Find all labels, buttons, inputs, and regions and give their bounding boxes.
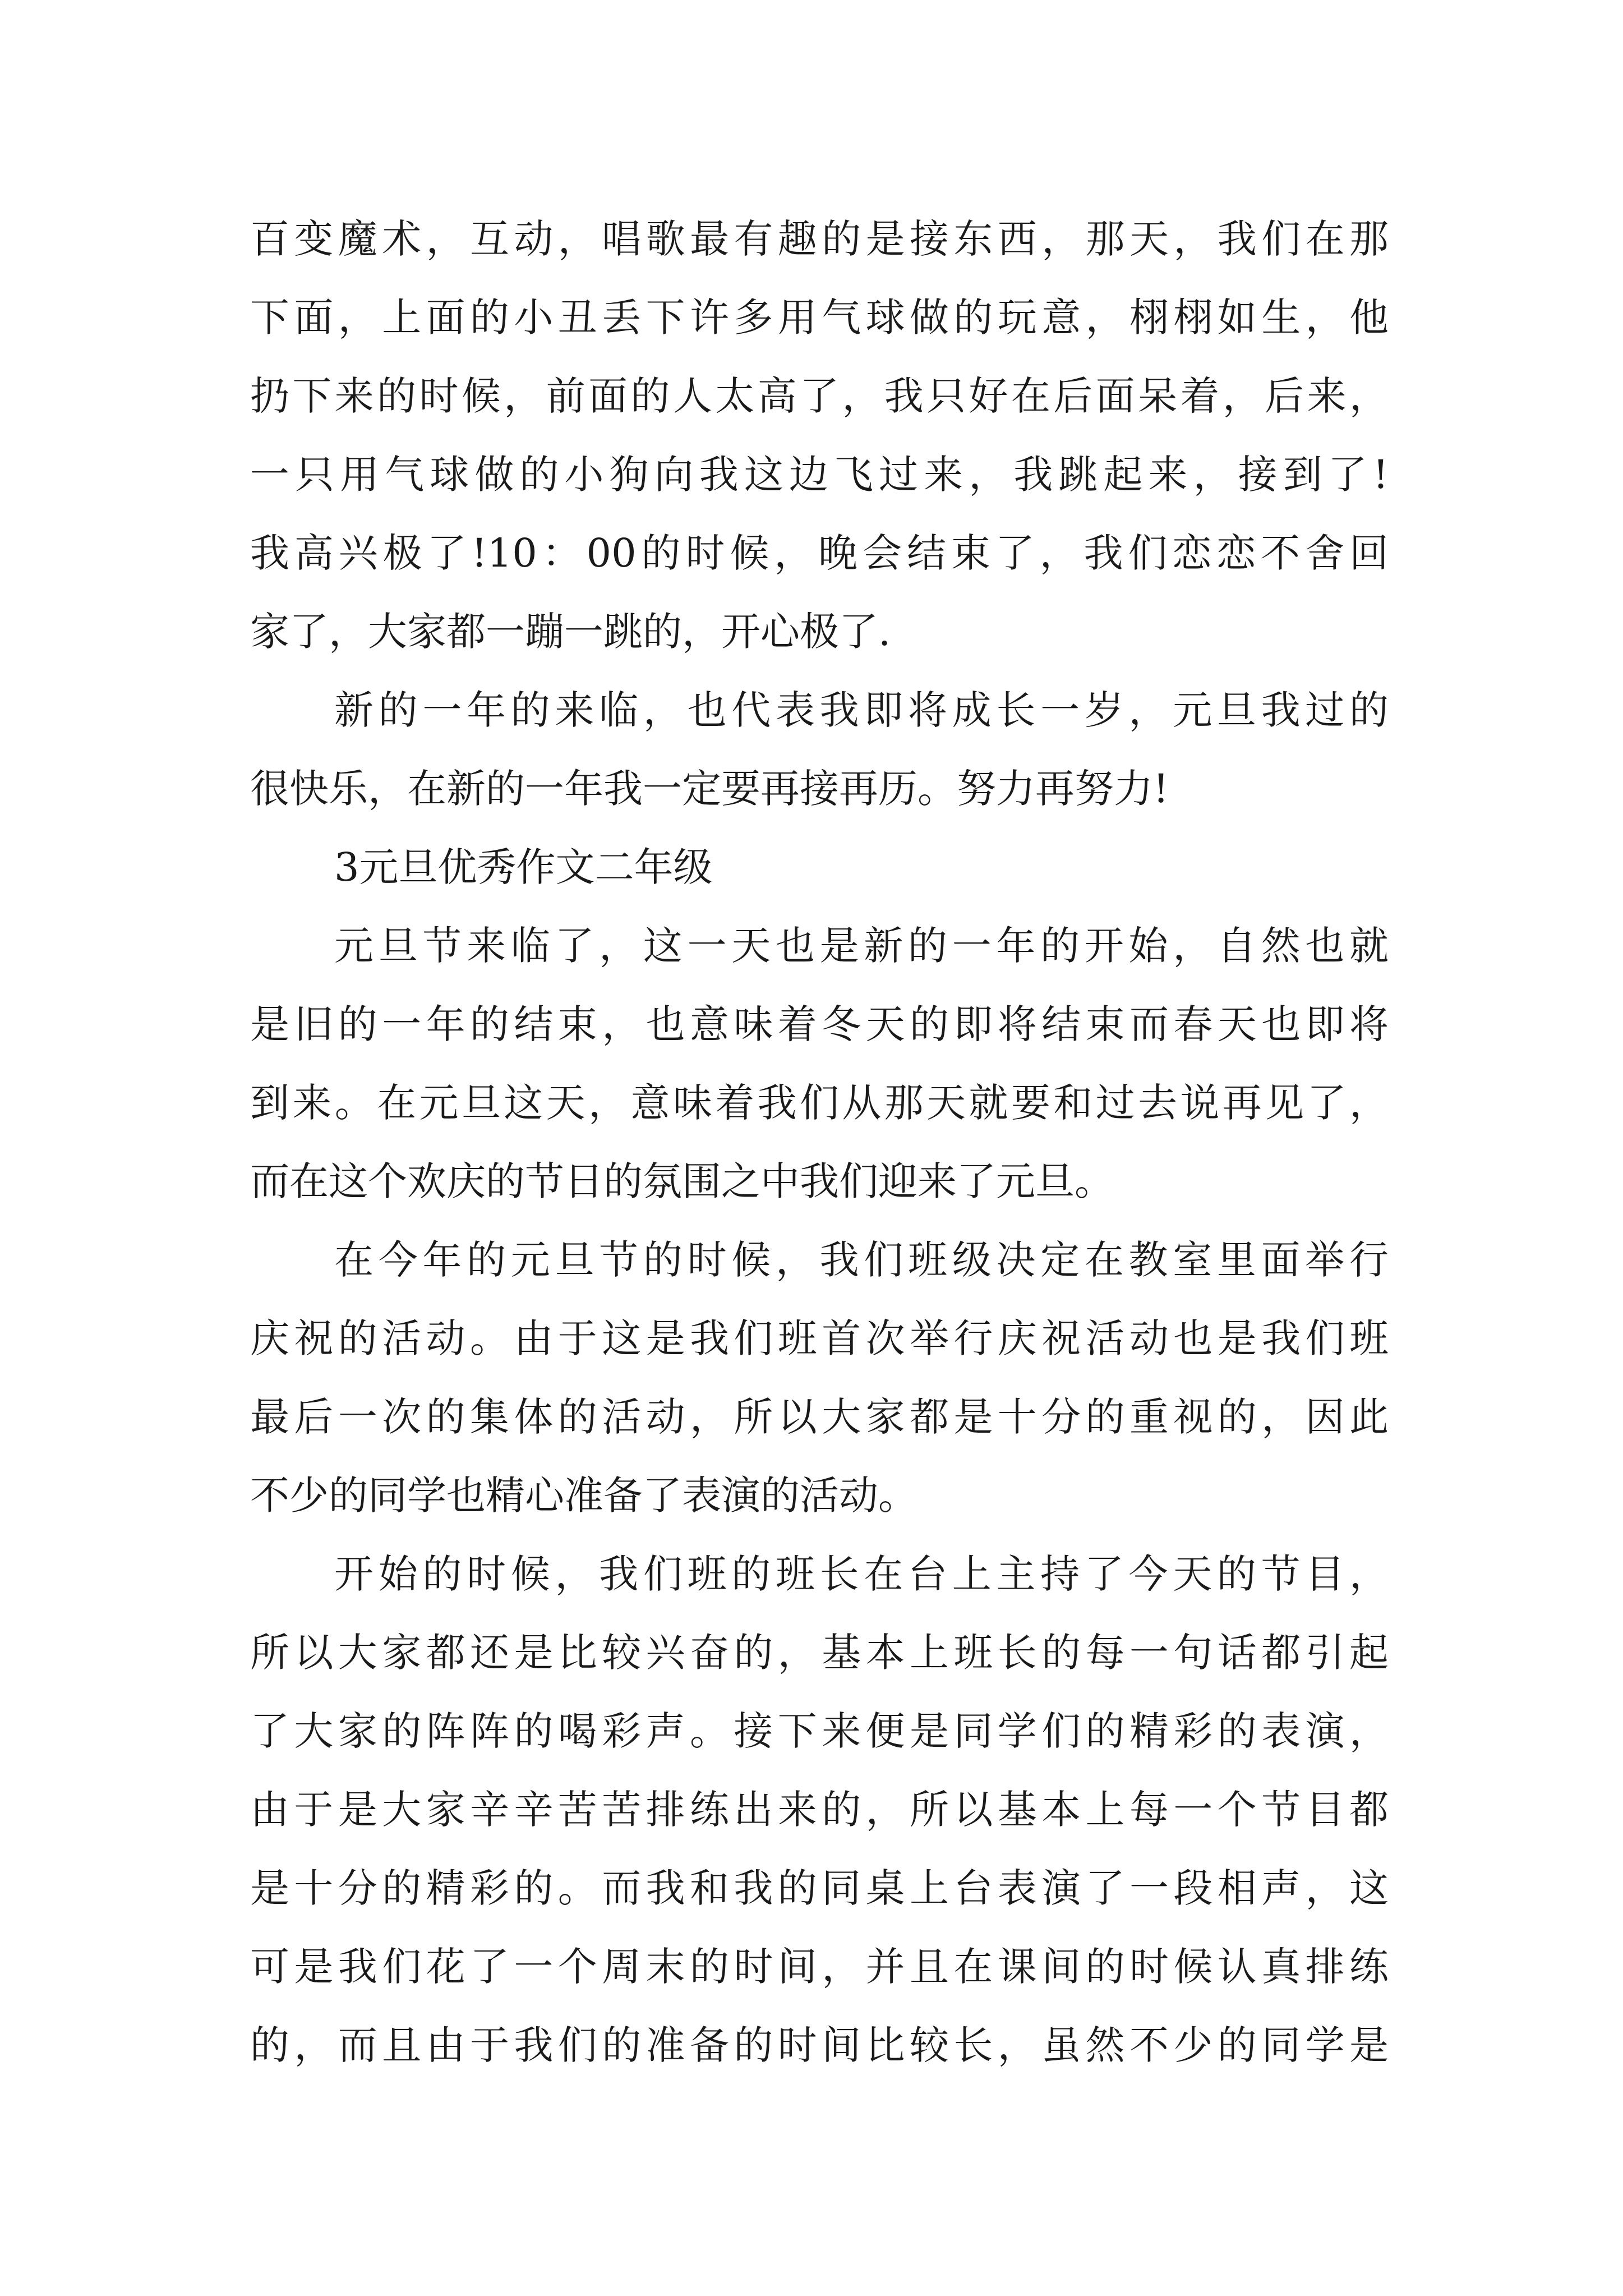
text-line: 一只用气球做的小狗向我这边飞过来，我跳起来，接到了!	[250, 452, 1389, 498]
paragraph-first-line: 元旦节来临了，这一天也是新的一年的开始，自然也就	[334, 923, 1389, 969]
paragraph-first-line: 开始的时候，我们班的班长在台上主持了今天的节目，	[334, 1551, 1389, 1597]
text-line: 扔下来的时候，前面的人太高了，我只好在后面呆着，后来，	[250, 373, 1389, 419]
paragraph-first-line: 在今年的元旦节的时候，我们班级决定在教室里面举行	[334, 1237, 1389, 1283]
text-line: 所以大家都还是比较兴奋的，基本上班长的每一句话都引起	[250, 1630, 1389, 1676]
text-line: 下面，上面的小丑丢下许多用气球做的玩意，栩栩如生，他	[250, 295, 1389, 341]
text-line: 由于是大家辛辛苦苦排练出来的，所以基本上每一个节目都	[250, 1787, 1389, 1833]
text-line: 我高兴极了!10：00的时候，晚会结束了，我们恋恋不舍回	[250, 530, 1389, 576]
text-line: 的，而且由于我们的准备的时间比较长，虽然不少的同学是	[250, 2022, 1389, 2068]
text-line: 是十分的精彩的。而我和我的同桌上台表演了一段相声，这	[250, 1865, 1389, 1911]
text-line: 家了，大家都一蹦一跳的，开心极了.	[250, 609, 891, 655]
text-line: 不少的同学也精心准备了表演的活动。	[250, 1473, 917, 1519]
text-line: 庆祝的活动。由于这是我们班首次举行庆祝活动也是我们班	[250, 1315, 1389, 1361]
text-line: 了大家的阵阵的喝彩声。接下来便是同学们的精彩的表演，	[250, 1708, 1389, 1754]
section-heading: 3元旦优秀作文二年级	[334, 844, 713, 890]
paragraph-first-line: 新的一年的来临，也代表我即将成长一岁，元旦我过的	[334, 687, 1389, 733]
text-line: 最后一次的集体的活动，所以大家都是十分的重视的，因此	[250, 1394, 1389, 1440]
text-line: 而在这个欢庆的节日的氛围之中我们迎来了元旦。	[250, 1158, 1114, 1204]
text-line: 是旧的一年的结束，也意味着冬天的即将结束而春天也即将	[250, 1001, 1389, 1047]
text-line: 到来。在元旦这天，意味着我们从那天就要和过去说再见了，	[250, 1080, 1389, 1126]
text-line: 百变魔术，互动，唱歌最有趣的是接东西，那天，我们在那	[250, 216, 1389, 262]
text-line: 可是我们花了一个周末的时间，并且在课间的时候认真排练	[250, 1944, 1389, 1990]
text-line: 很快乐，在新的一年我一定要再接再历。努力再努力!	[250, 766, 1169, 812]
